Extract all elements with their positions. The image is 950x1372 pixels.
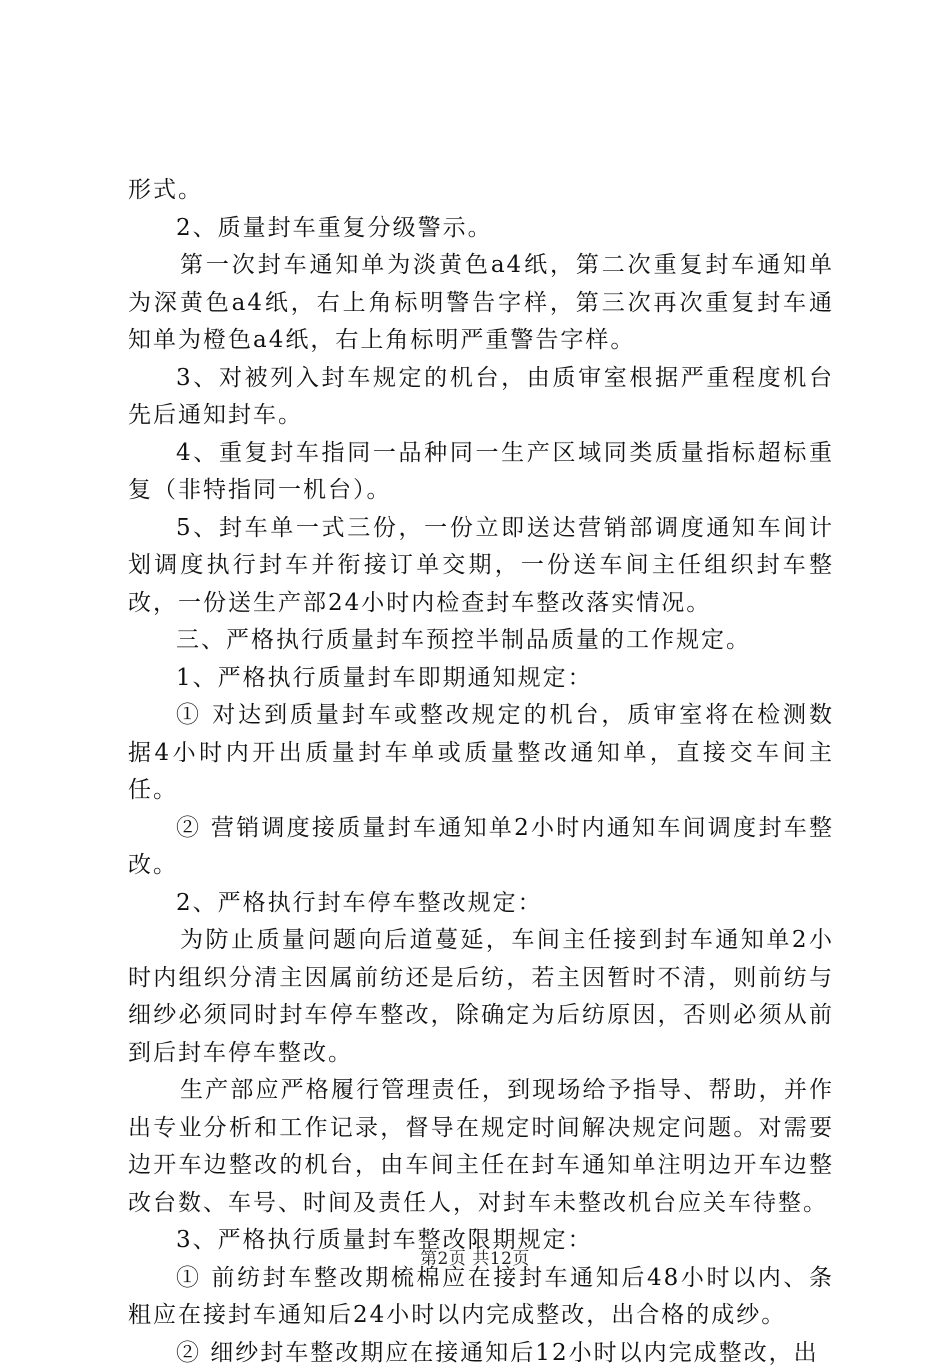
list-item: ② 营销调度接质量封车通知单2小时内通知车间调度封车整改。 — [128, 810, 834, 885]
list-item: ② 细纱封车整改期应在接通知后12小时以内完成整改，出 — [128, 1335, 834, 1372]
paragraph: 4、重复封车指同一品种同一生产区域同类质量指标超标重复（非特指同一机台）。 — [128, 435, 834, 510]
subsection-heading: 2、严格执行封车停车整改规定： — [128, 885, 834, 923]
subsection-heading: 1、严格执行质量封车即期通知规定： — [128, 660, 834, 698]
list-item: ① 前纺封车整改期梳棉应在接封车通知后48小时以内、条粗应在接封车通知后24小时以内完成整改，出合格的成纱。 — [128, 1260, 834, 1335]
list-item: ① 对达到质量封车或整改规定的机台，质审室将在检测数据4小时内开出质量封车单或质量整改通知单，直接交车间主任。 — [128, 697, 834, 810]
page-number-footer: 第2页 共12页 — [0, 1244, 950, 1269]
paragraph: 2、质量封车重复分级警示。 — [128, 210, 834, 248]
paragraph: 5、封车单一式三份，一份立即送达营销部调度通知车间计划调度执行封车并衔接订单交期，一份送车间主任组织封车整改，一份送生产部24小时内检查封车整改落实情况。 — [128, 510, 834, 623]
document-body — [128, 172, 834, 1372]
paragraph: 3、对被列入封车规定的机台，由质审室根据严重程度机台先后通知封车。 — [128, 360, 834, 435]
paragraph: 为防止质量问题向后道蔓延，车间主任接到封车通知单2小时内组织分清主因属前纺还是后纺，若主因暂时不清，则前纺与细纱必须同时封车停车整改，除确定为后纺原因，否则必须从前到后封车停车整改。 — [128, 922, 834, 1072]
subsection-heading: 3、严格执行质量封车整改限期规定： — [128, 1222, 834, 1260]
paragraph: 第一次封车通知单为淡黄色a4纸，第二次重复封车通知单为深黄色a4纸，右上角标明警告字样，第三次再次重复封车通知单为橙色a4纸，右上角标明严重警告字样。 — [128, 247, 834, 360]
paragraph: 生产部应严格履行管理责任，到现场给予指导、帮助，并作出专业分析和工作记录，督导在规定时间解决规定问题。对需要边开车边整改的机台，由车间主任在封车通知单注明边开车边整改台数、车号、时间及责任人，对封车未整改机台应关车待整。 — [128, 1072, 834, 1222]
section-heading: 三、严格执行质量封车预控半制品质量的工作规定。 — [128, 622, 834, 660]
paragraph: 形式。 — [128, 172, 834, 210]
